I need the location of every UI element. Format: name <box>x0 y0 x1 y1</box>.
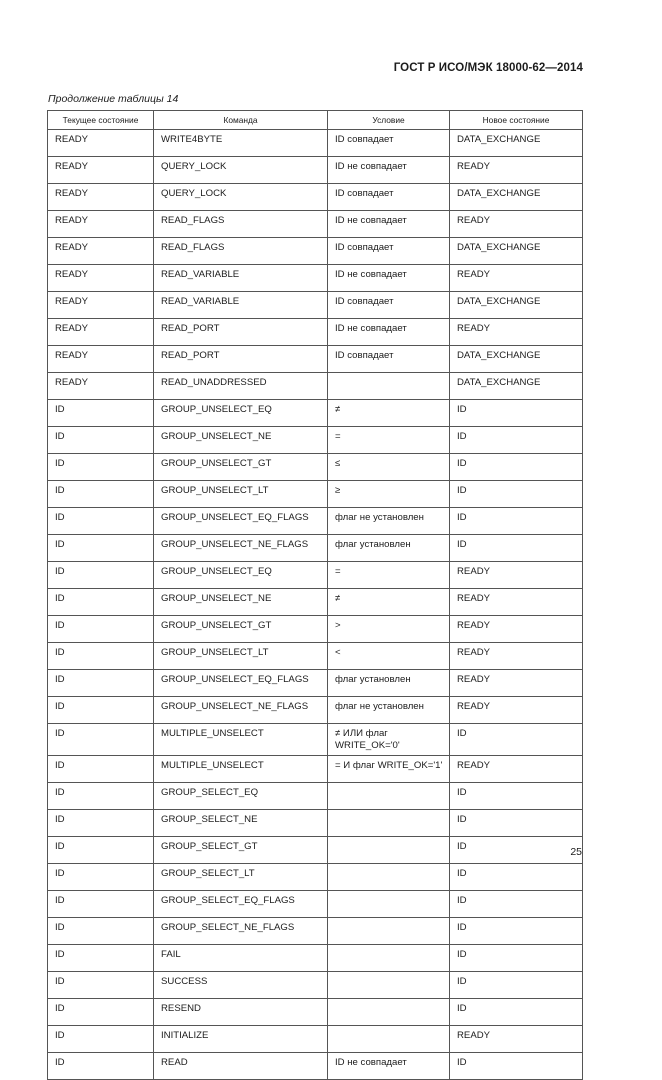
cell-current-state: READY <box>48 265 154 292</box>
cell-command: GROUP_UNSELECT_NE_FLAGS <box>154 535 328 562</box>
cell-condition: ≥ <box>328 481 450 508</box>
table-row <box>48 616 583 643</box>
table-row <box>48 319 583 346</box>
cell-new-state: READY <box>450 319 583 346</box>
cell-new-state: ID <box>450 810 583 837</box>
cell-current-state: ID <box>48 918 154 945</box>
document-standard-header: ГОСТ Р ИСО/МЭК 18000-62—2014 <box>393 62 583 74</box>
cell-current-state: ID <box>48 535 154 562</box>
table-row <box>48 157 583 184</box>
table-row <box>48 373 583 400</box>
cell-new-state: READY <box>450 616 583 643</box>
cell-new-state: ID <box>450 508 583 535</box>
cell-condition: ≠ <box>328 400 450 427</box>
cell-condition: ID не совпадает <box>328 211 450 238</box>
cell-condition: ID совпадает <box>328 130 450 157</box>
cell-current-state: ID <box>48 616 154 643</box>
cell-current-state: ID <box>48 508 154 535</box>
cell-condition <box>328 999 450 1026</box>
cell-current-state: ID <box>48 562 154 589</box>
table-row <box>48 265 583 292</box>
cell-current-state: ID <box>48 756 154 783</box>
cell-condition: флаг не установлен <box>328 697 450 724</box>
cell-command: READ_UNADDRESSED <box>154 373 328 400</box>
cell-command: GROUP_UNSELECT_GT <box>154 454 328 481</box>
table-row <box>48 972 583 999</box>
table-row <box>48 697 583 724</box>
table-row <box>48 1026 583 1053</box>
cell-condition <box>328 891 450 918</box>
cell-new-state: ID <box>450 972 583 999</box>
cell-command: GROUP_UNSELECT_LT <box>154 481 328 508</box>
table-row <box>48 918 583 945</box>
cell-new-state: DATA_EXCHANGE <box>450 238 583 265</box>
table-row <box>48 508 583 535</box>
cell-new-state: ID <box>450 724 583 756</box>
cell-current-state: ID <box>48 837 154 864</box>
cell-current-state: READY <box>48 238 154 265</box>
cell-condition <box>328 864 450 891</box>
cell-command: MULTIPLE_UNSELECT <box>154 724 328 756</box>
cell-condition: ≤ <box>328 454 450 481</box>
cell-new-state: ID <box>450 891 583 918</box>
cell-current-state: ID <box>48 589 154 616</box>
cell-current-state: ID <box>48 643 154 670</box>
cell-new-state: DATA_EXCHANGE <box>450 373 583 400</box>
cell-command: GROUP_SELECT_NE <box>154 810 328 837</box>
cell-command: READ_FLAGS <box>154 211 328 238</box>
cell-current-state: READY <box>48 130 154 157</box>
cell-command: GROUP_SELECT_GT <box>154 837 328 864</box>
cell-command: GROUP_UNSELECT_LT <box>154 643 328 670</box>
cell-command: READ_FLAGS <box>154 238 328 265</box>
cell-current-state: ID <box>48 427 154 454</box>
cell-current-state: ID <box>48 783 154 810</box>
page-number: 25 <box>570 846 582 858</box>
cell-command: GROUP_SELECT_EQ <box>154 783 328 810</box>
cell-condition <box>328 1026 450 1053</box>
cell-current-state: ID <box>48 945 154 972</box>
cell-command: READ <box>154 1053 328 1080</box>
cell-command: RESEND <box>154 999 328 1026</box>
cell-condition: ID совпадает <box>328 346 450 373</box>
cell-current-state: ID <box>48 454 154 481</box>
header-new-state: Новое состояние <box>450 111 583 130</box>
cell-condition <box>328 837 450 864</box>
cell-current-state: ID <box>48 864 154 891</box>
cell-condition: ID совпадает <box>328 238 450 265</box>
cell-new-state: ID <box>450 427 583 454</box>
cell-current-state: ID <box>48 724 154 756</box>
cell-command: WRITE4BYTE <box>154 130 328 157</box>
table-row <box>48 400 583 427</box>
cell-new-state: ID <box>450 535 583 562</box>
cell-condition: ID не совпадает <box>328 265 450 292</box>
cell-condition: ID не совпадает <box>328 157 450 184</box>
cell-command: MULTIPLE_UNSELECT <box>154 756 328 783</box>
cell-current-state: ID <box>48 400 154 427</box>
cell-condition: = И флаг WRITE_OK='1' <box>328 756 450 783</box>
cell-current-state: ID <box>48 481 154 508</box>
cell-condition: < <box>328 643 450 670</box>
table-row <box>48 589 583 616</box>
cell-condition <box>328 945 450 972</box>
table-row <box>48 810 583 837</box>
cell-current-state: READY <box>48 184 154 211</box>
cell-new-state: READY <box>450 157 583 184</box>
cell-condition: = <box>328 427 450 454</box>
table-row <box>48 891 583 918</box>
cell-new-state: DATA_EXCHANGE <box>450 292 583 319</box>
cell-command: GROUP_SELECT_NE_FLAGS <box>154 918 328 945</box>
table-row <box>48 535 583 562</box>
cell-new-state: ID <box>450 999 583 1026</box>
cell-current-state: READY <box>48 211 154 238</box>
table-row <box>48 1053 583 1080</box>
cell-new-state: ID <box>450 400 583 427</box>
cell-new-state: ID <box>450 945 583 972</box>
cell-command: SUCCESS <box>154 972 328 999</box>
cell-new-state: DATA_EXCHANGE <box>450 346 583 373</box>
cell-current-state: ID <box>48 1053 154 1080</box>
cell-condition <box>328 918 450 945</box>
cell-new-state: READY <box>450 670 583 697</box>
cell-new-state: DATA_EXCHANGE <box>450 130 583 157</box>
cell-condition: ID не совпадает <box>328 1053 450 1080</box>
cell-current-state: READY <box>48 346 154 373</box>
cell-command: GROUP_UNSELECT_NE <box>154 589 328 616</box>
cell-command: GROUP_UNSELECT_EQ <box>154 400 328 427</box>
cell-current-state: READY <box>48 292 154 319</box>
cell-command: READ_VARIABLE <box>154 292 328 319</box>
table-row <box>48 724 583 756</box>
cell-new-state: READY <box>450 1026 583 1053</box>
table-row <box>48 427 583 454</box>
cell-new-state: ID <box>450 918 583 945</box>
cell-new-state: READY <box>450 562 583 589</box>
table-row <box>48 670 583 697</box>
cell-current-state: READY <box>48 319 154 346</box>
table-row <box>48 184 583 211</box>
cell-new-state: READY <box>450 756 583 783</box>
cell-command: GROUP_SELECT_LT <box>154 864 328 891</box>
cell-new-state: READY <box>450 697 583 724</box>
table-row <box>48 999 583 1026</box>
header-current-state: Текущее состояние <box>48 111 154 130</box>
cell-new-state: ID <box>450 837 583 864</box>
cell-command: GROUP_UNSELECT_EQ <box>154 562 328 589</box>
cell-condition <box>328 783 450 810</box>
cell-command: READ_PORT <box>154 346 328 373</box>
table-row <box>48 756 583 783</box>
cell-current-state: ID <box>48 670 154 697</box>
cell-new-state: READY <box>450 211 583 238</box>
cell-current-state: ID <box>48 1026 154 1053</box>
cell-command: READ_VARIABLE <box>154 265 328 292</box>
table-row <box>48 837 583 864</box>
cell-new-state: ID <box>450 864 583 891</box>
table-row <box>48 346 583 373</box>
state-transition-table <box>47 110 583 1080</box>
cell-condition: ≠ <box>328 589 450 616</box>
cell-condition: ≠ ИЛИ флаг WRITE_OK='0' <box>328 724 450 756</box>
cell-command: READ_PORT <box>154 319 328 346</box>
cell-condition: ID совпадает <box>328 184 450 211</box>
cell-command: GROUP_UNSELECT_NE <box>154 427 328 454</box>
cell-condition: флаг установлен <box>328 670 450 697</box>
table-row <box>48 238 583 265</box>
cell-new-state: ID <box>450 1053 583 1080</box>
cell-command: INITIALIZE <box>154 1026 328 1053</box>
cell-command: GROUP_UNSELECT_EQ_FLAGS <box>154 670 328 697</box>
cell-new-state: READY <box>450 589 583 616</box>
cell-condition <box>328 373 450 400</box>
header-condition: Условие <box>328 111 450 130</box>
cell-condition: ID совпадает <box>328 292 450 319</box>
cell-new-state: ID <box>450 783 583 810</box>
cell-condition <box>328 810 450 837</box>
cell-command: FAIL <box>154 945 328 972</box>
cell-command: GROUP_SELECT_EQ_FLAGS <box>154 891 328 918</box>
cell-command: GROUP_UNSELECT_NE_FLAGS <box>154 697 328 724</box>
cell-current-state: ID <box>48 972 154 999</box>
cell-current-state: ID <box>48 810 154 837</box>
cell-current-state: READY <box>48 157 154 184</box>
table-row <box>48 945 583 972</box>
cell-condition: > <box>328 616 450 643</box>
table-row <box>48 864 583 891</box>
cell-condition: ID не совпадает <box>328 319 450 346</box>
cell-current-state: ID <box>48 697 154 724</box>
cell-condition: флаг не установлен <box>328 508 450 535</box>
table-row <box>48 562 583 589</box>
table-header-row <box>48 111 583 130</box>
table-row <box>48 783 583 810</box>
cell-command: QUERY_LOCK <box>154 157 328 184</box>
cell-condition: флаг установлен <box>328 535 450 562</box>
table-row <box>48 292 583 319</box>
table-caption: Продолжение таблицы 14 <box>48 93 179 105</box>
cell-new-state: READY <box>450 265 583 292</box>
table-row <box>48 481 583 508</box>
table-row <box>48 643 583 670</box>
cell-new-state: DATA_EXCHANGE <box>450 184 583 211</box>
cell-new-state: ID <box>450 454 583 481</box>
cell-command: GROUP_UNSELECT_EQ_FLAGS <box>154 508 328 535</box>
cell-new-state: READY <box>450 643 583 670</box>
header-command: Команда <box>154 111 328 130</box>
cell-current-state: ID <box>48 999 154 1026</box>
table-body <box>48 130 583 1080</box>
table-row <box>48 130 583 157</box>
table-row <box>48 454 583 481</box>
cell-command: GROUP_UNSELECT_GT <box>154 616 328 643</box>
cell-new-state: ID <box>450 481 583 508</box>
cell-current-state: READY <box>48 373 154 400</box>
table-row <box>48 211 583 238</box>
cell-condition <box>328 972 450 999</box>
cell-condition: = <box>328 562 450 589</box>
cell-current-state: ID <box>48 891 154 918</box>
cell-command: QUERY_LOCK <box>154 184 328 211</box>
